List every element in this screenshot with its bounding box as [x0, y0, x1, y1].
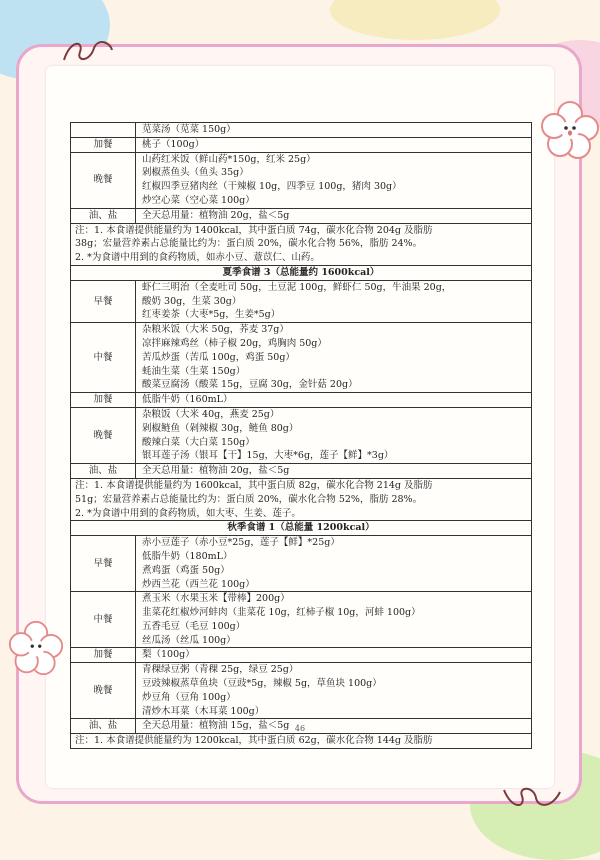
menu-cell	[136, 123, 532, 138]
meal-label: 加餐	[71, 137, 136, 152]
menu-cell	[136, 536, 532, 592]
menu-item: 低脂牛奶（160mL）	[142, 394, 233, 406]
meal-plan-table	[70, 122, 532, 749]
meal-label: 中餐	[71, 592, 136, 648]
menu-item: 蚝油生菜（生菜 150g）	[142, 365, 246, 377]
meal-label: 晚餐	[71, 407, 136, 463]
menu-cell	[136, 592, 532, 648]
section-title: 秋季食谱 1（总能量 1200kcal）	[71, 521, 532, 536]
table-row	[71, 323, 532, 393]
menu-item: 红椒四季豆猪肉丝（干辣椒 10g，四季豆 100g，猪肉 30g）	[142, 181, 402, 193]
menu-item: 五香毛豆（毛豆 100g）	[142, 620, 246, 632]
menu-item: 低脂牛奶（180mL）	[142, 550, 233, 562]
table-row	[71, 123, 532, 138]
table-row	[71, 265, 532, 280]
table-row	[71, 407, 532, 463]
swirl-icon-bottom	[500, 782, 570, 812]
menu-item: 红枣姜茶（大枣*5g，生姜*5g）	[142, 309, 281, 321]
menu-item: 酸菜豆腐汤（酸菜 15g，豆腐 30g，金针菇 20g）	[142, 379, 358, 391]
meal-label: 早餐	[71, 536, 136, 592]
table-row	[71, 592, 532, 648]
meal-label: 晚餐	[71, 152, 136, 208]
menu-cell	[136, 137, 532, 152]
menu-item: 剁椒蒸鱼头（鱼头 35g）	[142, 167, 249, 179]
table-row	[71, 648, 532, 663]
table-row	[71, 393, 532, 408]
menu-item: 银耳莲子汤（银耳【干】15g，大枣*6g，莲子【鲜】*3g）	[142, 450, 394, 462]
menu-cell	[136, 648, 532, 663]
menu-item: 酸辣白菜（大白菜 150g）	[142, 436, 255, 448]
meal-label: 油、盐	[71, 719, 136, 734]
menu-cell	[136, 280, 532, 322]
note-line: 2. *为食谱中用到的食药物质，如赤小豆、薏苡仁、山药。	[75, 252, 320, 264]
table-row	[71, 137, 532, 152]
menu-item: 豆豉辣椒蒸草鱼块（豆豉*5g，辣椒 5g，草鱼块 100g）	[142, 678, 382, 690]
menu-item: 全天总用量：植物油 15g，盐＜5g	[142, 720, 290, 732]
table-row	[71, 152, 532, 208]
menu-item: 煮鸡蛋（鸡蛋 50g）	[142, 564, 230, 576]
note-line: 51g；宏量营养素占总能量比约为：蛋白质 20%，碳水化合物 52%，脂肪 28%。	[75, 493, 423, 505]
flower-icon	[540, 100, 600, 160]
note-line: 注：1. 本食谱提供能量约为 1200kcal，其中蛋白质 62g，碳水化合物 144g 及脂肪	[75, 735, 433, 747]
menu-item: 炒豆角（豆角 100g）	[142, 691, 236, 703]
meal-label: 油、盐	[71, 464, 136, 479]
menu-item: 清炒木耳菜（木耳菜 100g）	[142, 705, 265, 717]
meal-label: 加餐	[71, 393, 136, 408]
menu-item: 桃子（100g）	[142, 138, 205, 150]
menu-item: 炒西兰花（西兰花 100g）	[142, 578, 255, 590]
decor-yellow-blob	[330, 0, 500, 40]
note-line: 38g；宏量营养素占总能量比约为：蛋白质 20%，碳水化合物 56%，脂肪 24%。	[75, 238, 423, 250]
menu-cell	[136, 208, 532, 223]
menu-item: 煮玉米（水果玉米【带棒】200g）	[142, 593, 290, 605]
menu-item: 丝瓜汤（丝瓜 100g）	[142, 634, 236, 646]
note-line: 注：1. 本食谱提供能量约为 1400kcal，其中蛋白质 74g，碳水化合物 204g 及脂肪	[75, 224, 433, 236]
table-row	[71, 536, 532, 592]
menu-item: 虾仁三明治（全麦吐司 50g，土豆泥 100g，鲜虾仁 50g，牛油果 20g，	[142, 281, 452, 293]
table-row	[71, 280, 532, 322]
page-number: 46	[294, 724, 306, 733]
menu-item: 杂粮米饭（大米 50g，荞麦 37g）	[142, 324, 289, 336]
meal-label: 加餐	[71, 648, 136, 663]
menu-item: 苋菜汤（苋菜 150g）	[142, 124, 236, 135]
menu-item: 酸奶 30g，生菜 30g）	[142, 295, 242, 307]
menu-item: 梨（100g）	[142, 649, 195, 661]
menu-item: 剁椒鲢鱼（剁辣椒 30g，鲢鱼 80g）	[142, 422, 299, 434]
meal-label: 晚餐	[71, 663, 136, 719]
note-cell	[71, 223, 532, 265]
menu-item: 全天总用量：植物油 20g，盐＜5g	[142, 209, 290, 221]
menu-item: 全天总用量：植物油 20g，盐＜5g	[142, 465, 290, 477]
menu-item: 苦瓜炒蛋（苦瓜 100g，鸡蛋 50g）	[142, 351, 295, 363]
note-cell	[71, 478, 532, 520]
meal-label: 早餐	[71, 280, 136, 322]
menu-item: 凉拌麻辣鸡丝（柿子椒 20g，鸡胸肉 50g）	[142, 337, 327, 349]
table-row	[71, 734, 532, 749]
table-row	[71, 208, 532, 223]
table-row	[71, 478, 532, 520]
menu-cell	[136, 407, 532, 463]
menu-cell	[136, 152, 532, 208]
table-row	[71, 521, 532, 536]
table-row	[71, 464, 532, 479]
swirl-icon	[60, 36, 120, 66]
menu-item: 赤小豆莲子（赤小豆*25g，莲子【鲜】*25g）	[142, 537, 340, 549]
menu-cell	[136, 323, 532, 393]
note-cell	[71, 734, 532, 749]
note-line: 注：1. 本食谱提供能量约为 1600kcal，其中蛋白质 82g，碳水化合物 214g 及脂肪	[75, 479, 433, 491]
menu-cell	[136, 393, 532, 408]
meal-label	[71, 123, 136, 138]
meal-label: 油、盐	[71, 208, 136, 223]
flower-icon-left	[8, 620, 64, 676]
table-row	[71, 223, 532, 265]
table-row	[71, 663, 532, 719]
menu-cell	[136, 663, 532, 719]
menu-item: 青稞绿豆粥（青稞 25g，绿豆 25g）	[142, 664, 299, 676]
menu-item: 炒空心菜（空心菜 100g）	[142, 194, 255, 206]
menu-cell	[136, 464, 532, 479]
menu-item: 杂粮饭（大米 40g，燕麦 25g）	[142, 408, 280, 420]
meal-label: 中餐	[71, 323, 136, 393]
menu-item: 山药红米饭（鲜山药*150g，红米 25g）	[142, 153, 316, 165]
menu-item: 韭菜花红椒炒河蚌肉（韭菜花 10g，红柿子椒 10g，河蚌 100g）	[142, 607, 421, 619]
section-title: 夏季食谱 3（总能量约 1600kcal）	[71, 265, 532, 280]
note-line: 2. *为食谱中用到的食药物质，如大枣、生姜、莲子。	[75, 507, 301, 519]
